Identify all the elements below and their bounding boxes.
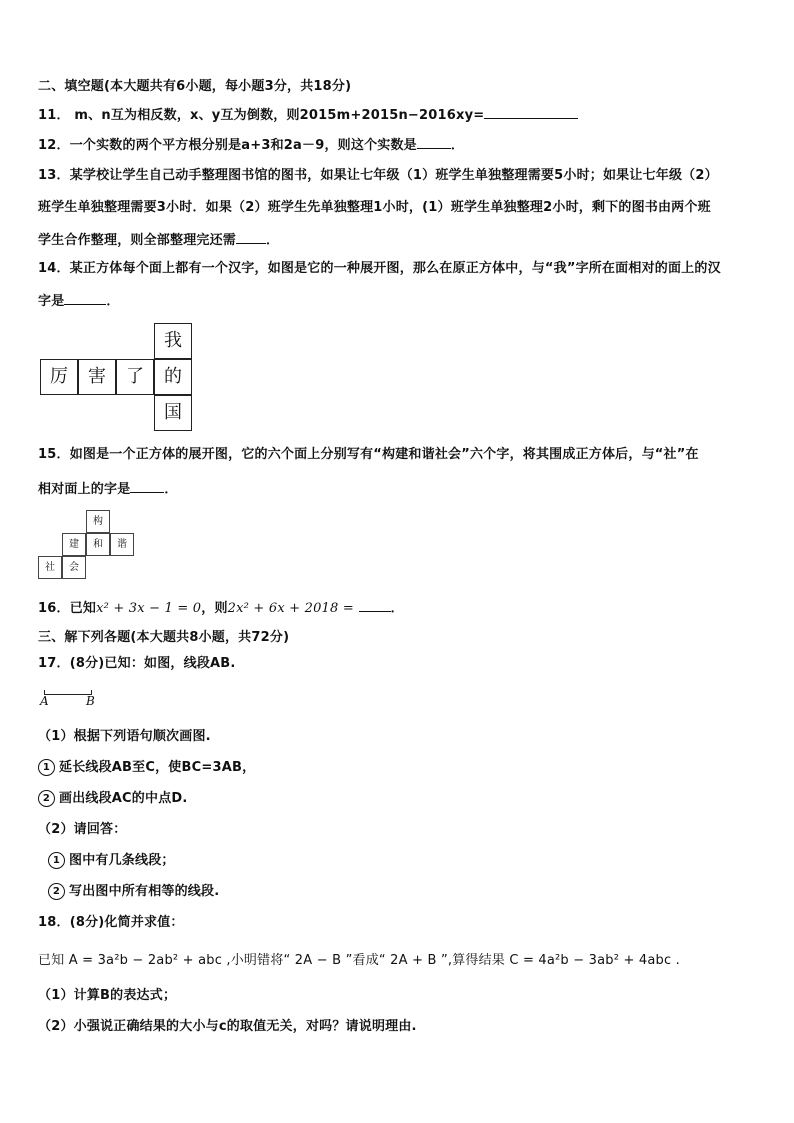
q17-step3-text: 图中有几条线段；	[69, 853, 175, 868]
question-12	[38, 134, 464, 156]
q14-blank	[64, 290, 106, 305]
q18-part1: （1）计算B的表达式；	[38, 988, 177, 1003]
question-11	[38, 104, 578, 126]
segment-ab-figure	[44, 690, 92, 695]
q13-text: 学生合作整理，则全部整理完还需	[38, 233, 237, 248]
q15-text: 相对面上的字是	[38, 482, 131, 497]
q13-end: ．	[266, 233, 280, 248]
net2-face-b: 建	[62, 533, 86, 556]
q16-mid: ，则	[201, 601, 228, 616]
q12-blank	[417, 134, 451, 149]
q12-text: 12．一个实数的两个平方根分别是a+3和2a－9，则这个实数是	[38, 138, 417, 153]
q18-part2: （2）小强说正确结果的大小与c的取值无关，对吗？请说明理由.	[38, 1019, 417, 1034]
q16-blank	[359, 597, 391, 612]
net2-face-d: 谐	[110, 533, 134, 556]
net1-face-2: 害	[78, 359, 116, 395]
q17-step2	[38, 789, 188, 809]
circled-number: 2	[48, 883, 65, 900]
net1-face-top: 我	[154, 323, 192, 359]
net2-face-a: 构	[86, 510, 110, 533]
q17-step2-text: 画出线段AC的中点D.	[59, 791, 188, 806]
q15-blank	[130, 478, 164, 493]
circled-number: 1	[38, 759, 55, 776]
q16-equation-1: x² + 3x − 1 = 0	[96, 601, 202, 616]
net2-face-f: 会	[62, 556, 86, 579]
question-13-line3	[38, 229, 279, 251]
question-15-line1: 15．如图是一个正方体的展开图，它的六个面上分别写有“构建和谐社会”六个字，将其围成正方体后，与“社”在	[38, 447, 699, 462]
question-13-line1: 13．某学校让学生自己动手整理图书馆的图书，如果让七年级（1）班学生单独整理需要5小时；如果让七年级（2）	[38, 168, 718, 183]
net1-face-bottom: 国	[154, 395, 192, 431]
q17-step1-text: 延长线段AB至C，使BC=3AB，	[59, 760, 256, 775]
q17-step3	[48, 851, 175, 871]
question-15-line2	[38, 478, 178, 500]
q15-end: ．	[164, 482, 178, 497]
question-18: 18．(8分)化简并求值：	[38, 915, 184, 930]
cube-net-diagram-2	[38, 508, 135, 581]
question-14-line1: 14．某正方体每个面上都有一个汉字，如图是它的一种展开图，那么在原正方体中，与“我”字所在面相对的面上的汉	[38, 261, 721, 276]
net1-face-4: 的	[154, 359, 192, 395]
circled-number: 2	[38, 790, 55, 807]
q18-statement: 已知 A = 3a²b − 2ab² + abc ,小明错将“ 2A − B ”看成“ 2A + B ”,算得结果 C = 4a²b − 3ab² + 4abc .	[38, 953, 680, 968]
section2-heading: 二、填空题(本大题共有6小题，每小题3分，共18分)	[38, 79, 352, 94]
question-13-line2: 班学生单独整理需要3小时．如果（2）班学生先单独整理1小时，(1）班学生单独整理2小时，剩下的图书由两个班	[38, 200, 711, 215]
q16-equation-2: 2x² + 6x + 2018 =	[227, 601, 354, 616]
q17-part1: （1）根据下列语句顺次画图.	[38, 729, 211, 744]
q17-step1	[38, 758, 255, 778]
section3-heading: 三、解下列各题(本大题共8小题，共72分)	[38, 630, 290, 645]
net2-face-e: 社	[38, 556, 62, 579]
q17-part2: （2）请回答：	[38, 822, 127, 837]
q16-end: ．	[390, 601, 404, 616]
q12-end: ．	[450, 138, 465, 153]
question-14-line2	[38, 290, 120, 312]
q17-step4	[48, 882, 219, 902]
q13-blank	[236, 229, 266, 244]
q16-prefix: 16．已知	[38, 601, 97, 616]
q17-step4-text: 写出图中所有相等的线段.	[69, 884, 220, 899]
question-17: 17．(8分)已知：如图，线段AB.	[38, 656, 236, 671]
question-16	[38, 597, 404, 619]
q11-text: 11． m、n互为相反数，x、y互为倒数，则2015m+2015n−2016xy=	[38, 108, 485, 123]
circled-number: 1	[48, 852, 65, 869]
net1-face-1: 厉	[40, 359, 78, 395]
q11-blank	[484, 104, 578, 119]
q14-end: ．	[106, 294, 120, 309]
net2-face-c: 和	[86, 533, 110, 556]
point-b-label: B	[86, 694, 95, 708]
point-a-label: A	[40, 694, 49, 708]
q14-text: 字是	[38, 294, 65, 309]
net1-face-3: 了	[116, 359, 154, 395]
